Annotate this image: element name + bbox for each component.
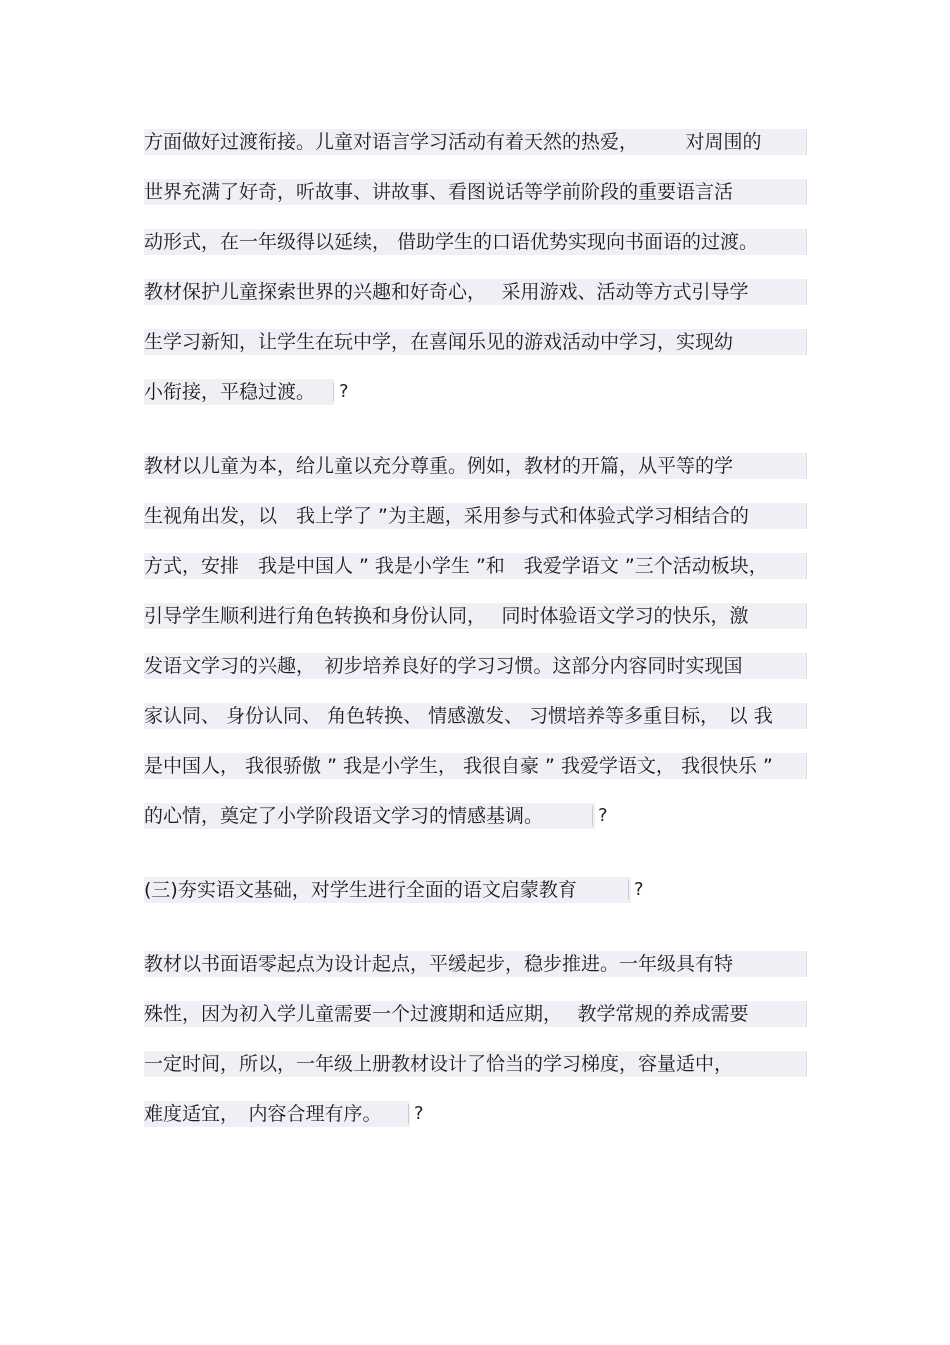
paragraph-2-line-3: 方式，安排 我是中国人 ” 我是小学生 ”和 我爱学语文 ”三个活动板块， — [144, 553, 807, 579]
paragraph-4-end-mark: ? — [414, 1101, 424, 1127]
paragraph-2-line-7: 是中国人， 我很骄傲 ” 我是小学生， 我很自豪 ” 我爱学语文， 我很快乐 ” — [144, 753, 807, 779]
paragraph-2-line-1: 教材以儿童为本，给儿童以充分尊重。例如，教材的开篇，从平等的学 — [144, 453, 807, 479]
paragraph-1-line-2: 世界充满了好奇，听故事、讲故事、看图说话等学前阶段的重要语言活 — [144, 179, 807, 205]
paragraph-4-line-4: 难度适宜， 内容合理有序。 — [144, 1101, 410, 1127]
paragraph-4-line-1: 教材以书面语零起点为设计起点，平缓起步，稳步推进。一年级具有特 — [144, 951, 807, 977]
section-heading-end-mark: ? — [634, 877, 644, 903]
paragraph-4-line-3: 一定时间，所以，一年级上册教材设计了恰当的学习梯度，容量适中， — [144, 1051, 807, 1077]
paragraph-4-line-2: 殊性，因为初入学儿童需要一个过渡期和适应期， 教学常规的养成需要 — [144, 1001, 807, 1027]
paragraph-2-end-mark: ? — [598, 803, 608, 829]
paragraph-2-line-4: 引导学生顺利进行角色转换和身份认同， 同时体验语文学习的快乐，激 — [144, 603, 807, 629]
paragraph-2-line-6: 家认同、 身份认同、 角色转换、 情感激发、 习惯培养等多重目标， 以 我 — [144, 703, 807, 729]
paragraph-1-line-3: 动形式，在一年级得以延续， 借助学生的口语优势实现向书面语的过渡。 — [144, 229, 807, 255]
section-heading: (三)夯实语文基础，对学生进行全面的语文启蒙教育 — [144, 877, 631, 903]
paragraph-1-line-5: 生学习新知，让学生在玩中学，在喜闻乐见的游戏活动中学习，实现幼 — [144, 329, 807, 355]
paragraph-1-line-6: 小衔接，平稳过渡。 — [144, 379, 334, 405]
paragraph-2-line-5: 发语文学习的兴趣， 初步培养良好的学习习惯。这部分内容同时实现国 — [144, 653, 807, 679]
paragraph-1-end-mark: ? — [339, 379, 349, 405]
paragraph-1-line-1: 方面做好过渡衔接。儿童对语言学习活动有着天然的热爱， 对周围的 — [144, 129, 807, 155]
paragraph-2-line-2: 生视角出发，以 我上学了 ”为主题，采用参与式和体验式学习相结合的 — [144, 503, 807, 529]
paragraph-2-line-8: 的心情，奠定了小学阶段语文学习的情感基调。 — [144, 803, 595, 829]
paragraph-1-line-4: 教材保护儿童探索世界的兴趣和好奇心， 采用游戏、活动等方式引导学 — [144, 279, 807, 305]
